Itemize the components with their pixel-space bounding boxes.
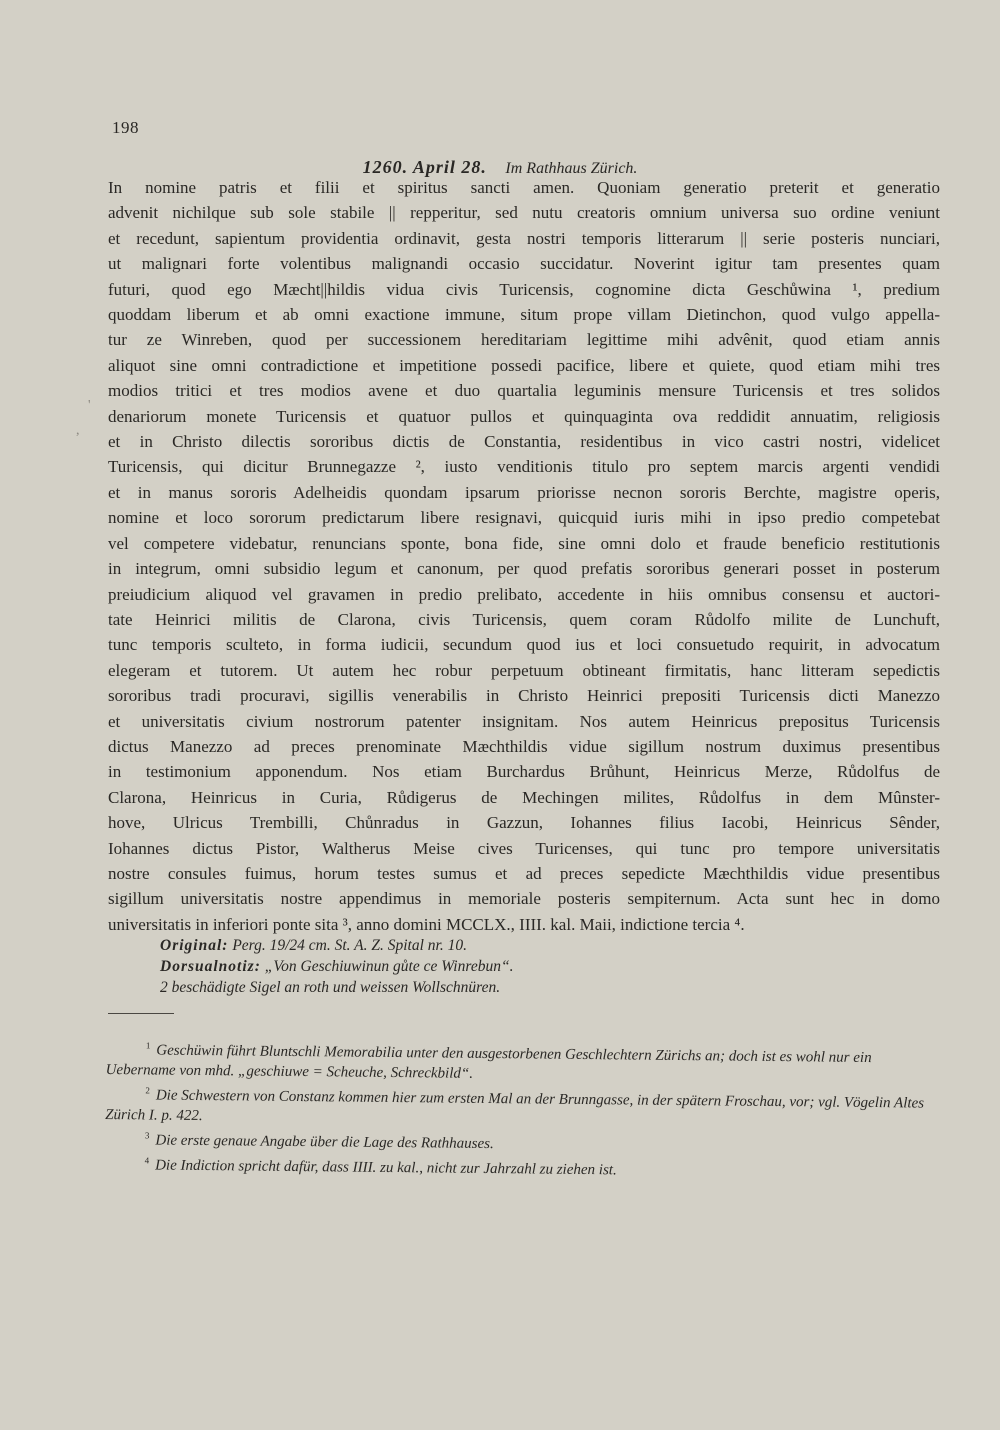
charter-paragraph [108,175,940,937]
archival-note [160,956,860,977]
text-line: et recedunt, sapientum providentia ordinavit, gesta nostri temporis litterarum || serie posteris nunciari, [108,228,940,248]
footnote-text: Geschüwin führt Bluntschli Memorabilia unter den ausgestorbenen Geschlechtern Zürichs an; doch ist es wohl nur ein Uebername von mhd. „geschiuwe = Scheuche, Schreckbild“. [105,1042,872,1082]
text-line: vel competere videbatur, renuncians sponte, bona fide, sine omni dolo et fraude beneficio restitutionis [108,533,940,553]
archival-notes [160,935,860,998]
text-line: ut malignari forte volentibus malignandi occasio succidatur. Noverint igitur tam presentes quam [108,254,940,274]
text-line: advenit nichilque sub sole stabile || repperitur, sed nutu creatoris omnium universa suo ordine veniunt [108,203,940,223]
footnote-text: Die erste genaue Angabe über die Lage des Rathhauses. [155,1132,494,1153]
text-line: tunc temporis sculteto, in forma iudicii, secundum quod ius et loci consuetudo requirit, in advocatum [108,635,940,655]
text-line: In nomine patris et filii et spiritus sancti amen. Quoniam generatio preterit et generatio [108,178,940,197]
text-line: preiudicium aliquod vel gravamen in predio prelibato, accedente in hiis omnibus consensu et auctori- [108,584,940,604]
text-line: et in Christo dilectis sororibus dictis de Constantia, residentibus in vico castri nostri, videlicet [108,432,940,452]
text-line: nomine et loco sororum predictarum libere resignavi, quicquid iuris mihi in ipso predio competebat [108,508,940,528]
text-line: in testimonium apponendum. Nos etiam Burchardus Brůhunt, Heinricus Merze, Růdolfus de [108,762,940,782]
text-line: elegeram et tutorem. Ut autem hec robur perpetuum obtineant firmitatis, hanc litteram sepedictis [108,660,940,680]
note-label: Dorsualnotiz: [160,958,261,975]
text-line: Turicensis, qui dicitur Brunnegazze ², iusto venditionis titulo pro septem marcis argenti vendidi [108,457,940,477]
text-line: tur ze Winreben, quod per successionem hereditariam legittime mihi advênit, quod etiam annis [108,330,940,350]
note-text: „Von Geschiuwinun gůte ce Winrebun“. [264,958,514,975]
archival-note [160,935,860,956]
footnote-text: Die Schwestern von Constanz kommen hier zum ersten Mal an der Brunngasse, in der spätern Froschau, vor; vgl. Vögelin Altes Zürich I. p. 422. [105,1087,925,1125]
text-line: denariorum monete Turicensis et quatuor pullos et quinquaginta ova reddidit annuatim, religiosis [108,406,940,426]
text-line: Clarona, Heinricus in Curia, Růdigerus de Mechingen milites, Růdolfus in dem Mûnster- [108,787,940,807]
text-line: nostre consules fuimus, horum testes sumus et ad preces sepedicte Mæchthildis vidue presentibus [108,863,940,883]
text-line: sororibus tradi procuravi, sigillis venerabilis in Christo Heinrici prepositi Turicensis dicti Manezzo [108,686,940,706]
page-number: 198 [112,118,139,137]
footnote-mark: 4 [144,1155,150,1166]
text-line: sigillum universitatis nostre appendimus in memoriale posteris sempiternum. Acta sunt hec in domo [108,889,940,909]
text-line: Iohannes dictus Pistor, Waltherus Meise cives Turicenses, qui tunc pro tempore universitatis [108,838,940,858]
text-line: futuri, quod ego Mæcht||hildis vidua civis Turicensis, cognomine dicta Geschůwina ¹, predium [108,279,940,299]
text-line: et universitatis civium nostrorum patenter insignitam. Nos autem Heinricus prepositus Turicensis [108,711,940,731]
note-text: 2 beschädigte Sigel an roth und weissen Wollschnüren. [160,979,501,996]
footnote-mark: 1 [145,1040,151,1051]
footnotes [105,1035,936,1184]
footnote-mark: 2 [145,1085,150,1096]
text-line: dictus Manezzo ad preces prenominate Mæchthildis vidue sigillum nostrum duximus presentibus [108,736,940,756]
heading-date: 1260. April 28. [362,157,487,177]
note-text: Perg. 19/24 cm. St. A. Z. Spital nr. 10. [232,937,467,954]
text-line: tate Heinrici militis de Clarona, civis Turicensis, quem coram Růdolfo milite de Lunchuft, [108,609,940,629]
margin-mark: ' [88,398,91,413]
footnote-mark: 3 [144,1130,150,1141]
footnote-text: Die Indiction spricht dafür, dass IIII. zu kal., nicht zur Jahrzahl zu ziehen ist. [155,1157,617,1179]
note-label: Original: [160,937,229,954]
text-line: hove, Ulricus Trembilli, Chůnradus in Gazzun, Iohannes filius Iacobi, Heinricus Sênder, [108,813,940,833]
footnote-divider [108,1013,174,1014]
text-line: et in manus sororis Adelheidis quondam ipsarum priorisse necnon sororis Berchte, magistre operis, [108,482,940,502]
archival-note [160,977,860,998]
text-line: in integrum, omni subsidio legum et canonum, per quod prefatis sororibus generari posset in posterum [108,559,940,579]
text-line: universitatis in inferiori ponte sita ³, anno domini MCCLX., IIII. kal. Maii, indictione tercia ⁴. [108,914,745,934]
text-line: aliquot sine omni contradictione et impetitione possedi pacifice, libere et quiete, quod etiam mihi tres [108,355,940,375]
text-line: quoddam liberum et ab omni exactione immune, situm prope villam Dietinchon, quod vulgo appella- [108,305,940,325]
text-line: modios tritici et tres modios avene et duo quartalia leguminis mensure Turicensis et tres solidos [108,381,940,401]
heading-place: Im Rathhaus Zürich. [505,160,638,177]
margin-mark: , [76,423,80,438]
charter-text [108,175,940,937]
